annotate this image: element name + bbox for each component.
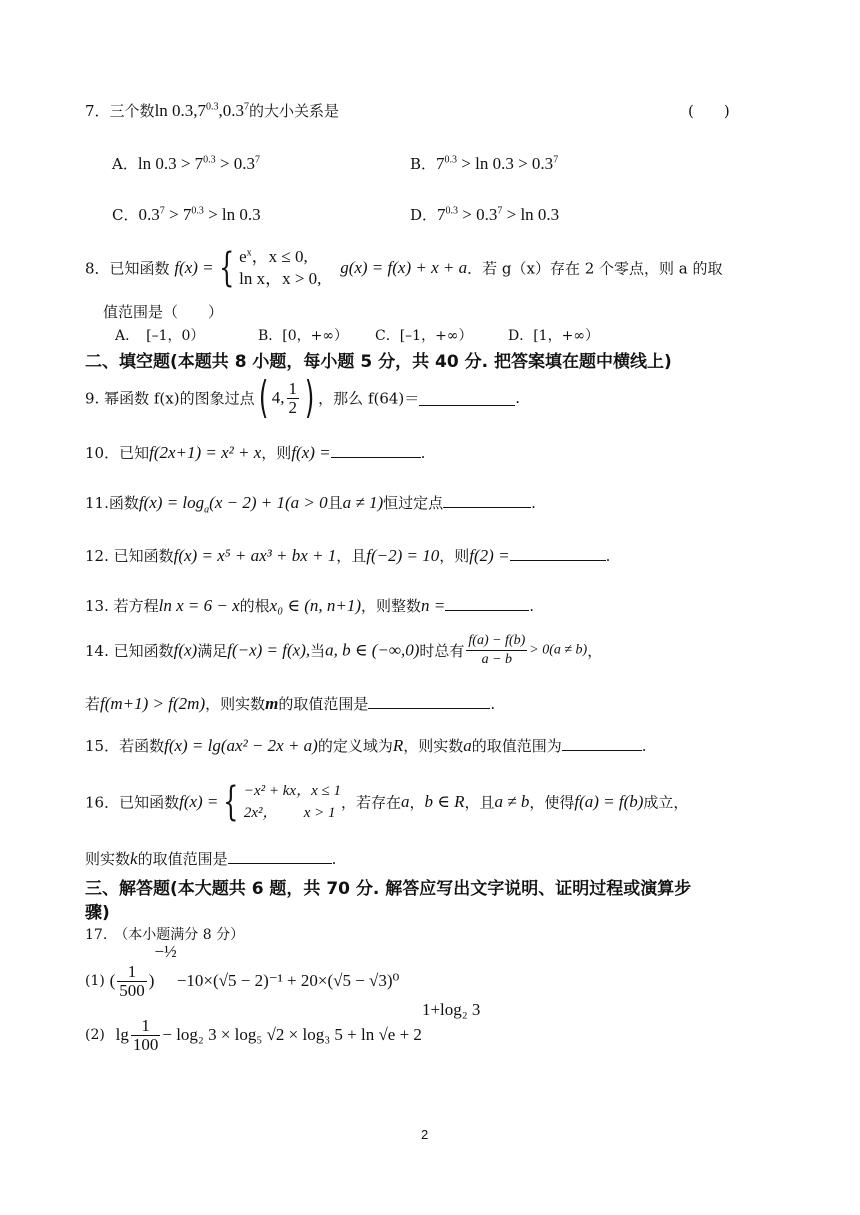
q11: 11.函数$f(x) = \log_a(x - 2) + 1(a > 0$且a ≠ 1)恒过定点 .	[85, 493, 536, 516]
q7-option-c: C．$0.3^7 > 7^{0.3} > \ln 0.3$	[112, 205, 261, 224]
q17-title: 17. （本小题满分 8 分）	[85, 927, 245, 943]
q15-answer-blank[interactable]	[562, 736, 642, 751]
q11-answer-blank[interactable]	[443, 493, 531, 508]
q7-option-d: D．$7^{0.3} > 0.3^7 > \ln 0.3$	[410, 205, 560, 224]
page-number: 2	[421, 1127, 429, 1142]
q16-line2: 则实数k的取值范围是 .	[85, 849, 337, 868]
q8-option-b: B．[0，+∞）	[258, 328, 349, 344]
q10-answer-blank[interactable]	[331, 443, 421, 458]
q14-answer-blank[interactable]	[368, 694, 490, 709]
q13: 13. 若方程ln x = 6 − x的根x₀ ∈ (n, n+1)，则整数n = .	[85, 596, 535, 615]
q16-answer-blank[interactable]	[228, 849, 332, 864]
q9: 9. 幂函数 f(x)的图象过点( 4, $\frac{1}{2}$ ) ，那么 f(64)＝ .	[85, 372, 521, 423]
section-3-heading-line2: 骤)	[85, 903, 110, 923]
q8-option-c: C．[–1，+∞）	[375, 328, 473, 344]
q8-option-d: D．[1，+∞）	[508, 328, 599, 344]
q8-stem-line2: 值范围是（ ）	[103, 303, 224, 321]
q12-answer-blank[interactable]	[510, 546, 606, 561]
q13-answer-blank[interactable]	[445, 596, 529, 611]
q7-answer-bracket: ( )	[688, 102, 730, 120]
q7-option-a: A．$\ln 0.3 > 7^{0.3} > 0.3^7$	[112, 154, 260, 173]
q8-option-a: A． [–1，0）	[115, 328, 205, 344]
section-2-heading: 二、填空题(本题共 8 小题，每小题 5 分，共 40 分. 把答案填在题中横线上)	[85, 352, 672, 372]
q16-piecewise: −x² + kx，x ≤ 1 2x²， x > 1	[243, 783, 341, 821]
q7-option-b: B．$7^{0.3} > \ln 0.3 > 0.3^7$	[410, 154, 559, 173]
q7-stem: 7．三个数$\ln 0.3,7^{0.3},0.3^7$的大小关系是	[85, 101, 340, 120]
q12: 12. 已知函数f(x) = x⁵ + ax³ + bx + 1，且f(−2) = 10，则f(2) = .	[85, 546, 611, 565]
q17-part1: (1) ( $\frac{1}{500}$ )$^{-\frac{1}{2}}$−10×(√5 − 2)⁻¹ + 20×(√5 − √3)⁰	[85, 942, 400, 1000]
q10: 10．已知f(2x+1) = x² + x，则f(x) = .	[85, 443, 426, 462]
q8-piecewise: $e^x$，x ≤ 0, ln x，x > 0,	[239, 247, 322, 288]
q9-answer-blank[interactable]	[419, 391, 515, 406]
q15: 15．若函数f(x) = lg(ax² − 2x + a)的定义域为R，则实数a的取值范围为 .	[85, 736, 647, 755]
section-3-heading: 三、解答题(本大题共 6 题，共 70 分. 解答应写出文字说明、证明过程或演算步	[85, 879, 692, 899]
q14-line2: 若f(m+1) > f(2m)，则实数m的取值范围是 .	[85, 694, 496, 713]
q8-stem: 8．已知函数 f(x) = { $e^x$，x ≤ 0, ln x，x > 0, g(x) = f(x) + x + a．若 g（x）存在 2 个零点，则 a 的取	[85, 245, 723, 291]
q16-line1: 16．已知函数f(x) = { −x² + kx，x ≤ 1 2x²， x > 1 ，若存在a，b ∈ R，且a ≠ b，使得f(a) = f(b)成立，	[85, 779, 689, 825]
q14-line1: 14. 已知函数f(x)满足f(−x) = f(x),当a, b ∈ (−∞,0)时总有 $\frac{f(a) - f(b)}{a - b}$ > 0(a ≠ b)，	[85, 633, 603, 667]
q17-part2: (2) lg $\frac{1}{100}$ − log₂ 3 × log₅ √2 × log₃ $5 + \ln √e + 2^{1+log_2 3}$	[85, 1000, 481, 1054]
